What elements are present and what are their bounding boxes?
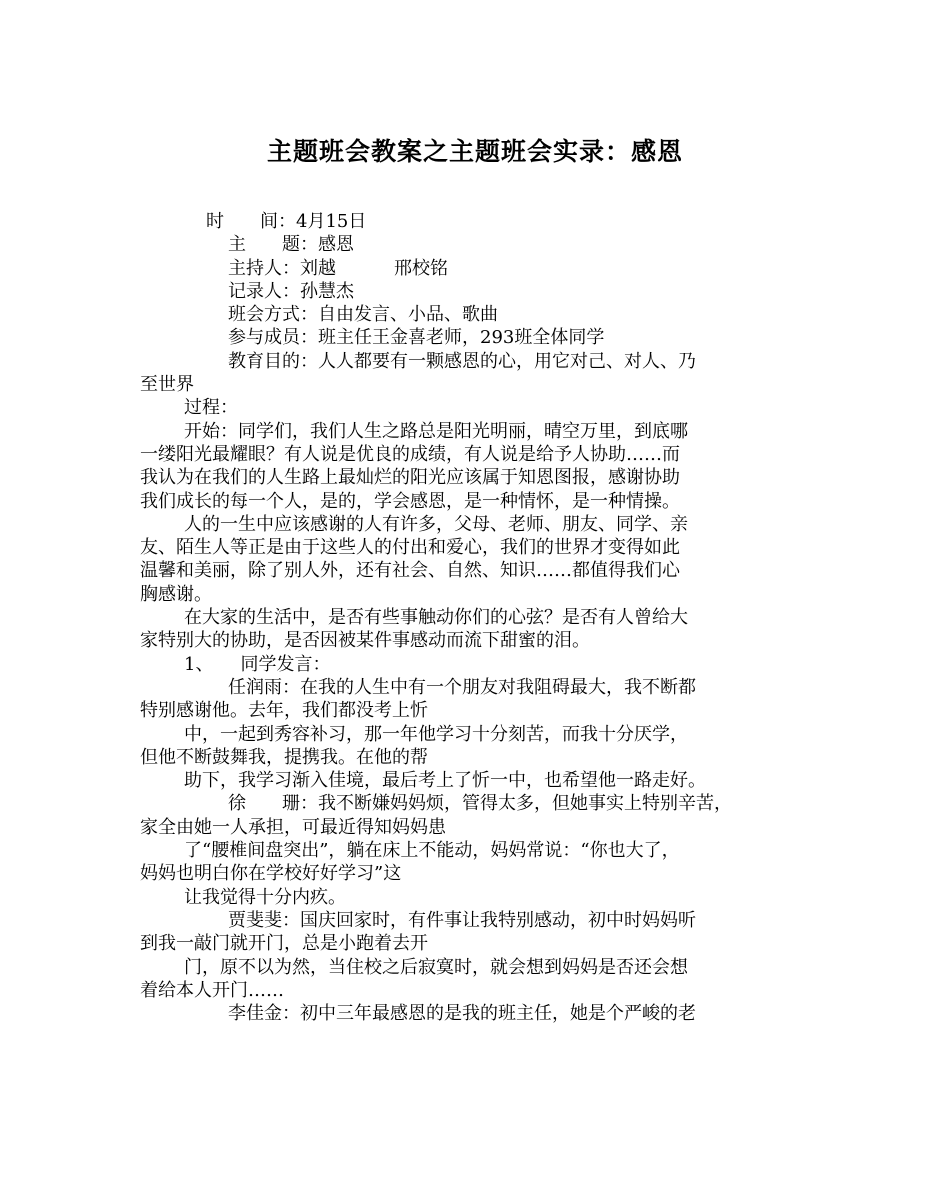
text-line: 门，原不以为然，当住校之后寂寞时，就会想到妈妈是否还会想 (184, 956, 688, 978)
text-line: 家特别大的协助，是否因被某件事感动而流下甜蜜的泪。 (140, 630, 590, 652)
text-line: 让我觉得十分内疚。 (184, 886, 346, 908)
text-line: 至世界 (140, 374, 194, 396)
text-line: 过程： (184, 397, 238, 419)
text-line: 中，一起到秀容补习，那一年他学习十分刻苦，而我十分厌学， (184, 723, 688, 745)
host-1: 主持人：刘越 (228, 257, 336, 279)
text-line: 时 间：4月15日 (206, 211, 367, 232)
text-line: 记录人：孙慧杰 (228, 280, 354, 302)
text-line: 人的一生中应该感谢的人有许多，父母、老师、朋友、同学、亲 (184, 513, 688, 535)
text-line: 了“腰椎间盘突出”，躺在床上不能动，妈妈常说：“你也大了， (184, 840, 680, 862)
text-line: 在大家的生活中，是否有些事触动你们的心弦？是否有人曾给大 (184, 607, 688, 629)
host-2: 邢校铭 (394, 257, 448, 279)
text-line (140, 257, 820, 280)
text-line: 李佳金：初中三年最感恩的是我的班主任，她是个严峻的老 (228, 1003, 696, 1025)
text-line: 我们成长的每一个人，是的，学会感恩，是一种情怀，是一种情操。 (140, 490, 680, 512)
text-line: 贾斐斐：国庆回家时，有件事让我特别感动，初中时妈妈听 (228, 909, 696, 931)
text-line: 任润雨：在我的人生中有一个朋友对我阻碍最大，我不断都 (228, 676, 696, 698)
text-line: 妈妈也明白你在学校好好学习”这 (140, 863, 402, 885)
text-line: 主 题：感恩 (228, 234, 354, 256)
text-line: 参与成员：班主任王金喜老师，293班全体同学 (228, 327, 605, 349)
text-line: 家全由她一人承担，可最近得知妈妈患 (140, 816, 446, 838)
text-line: 特别感谢他。去年，我们都没考上忻 (140, 700, 428, 722)
text-line: 1、 同学发言： (184, 653, 331, 675)
text-line: 但他不断鼓舞我，提携我。在他的帮 (140, 746, 428, 768)
text-line: 徐 珊：我不断嫌妈妈烦，管得太多，但她事实上特别辛苦， (228, 793, 732, 815)
text-line: 我认为在我们的人生路上最灿烂的阳光应该属于知恩图报，感谢协助 (140, 467, 680, 489)
document-body (140, 210, 820, 1025)
text-line: 助下，我学习渐入佳境，最后考上了忻一中，也希望他一路走好。 (184, 770, 706, 792)
text-line: 一缕阳光最耀眼？有人说是优良的成绩，有人说是给予人协助……而 (140, 443, 680, 465)
text-line: 温馨和美丽，除了别人外，还有社会、自然、知识……都值得我们心 (140, 560, 680, 582)
text-line: 胸感谢。 (140, 583, 212, 605)
document-title: 主题班会教案之主题班会实录：感恩 (266, 137, 683, 166)
text-line: 班会方式：自由发言、小品、歌曲 (228, 304, 498, 326)
text-line: 友、陌生人等正是由于这些人的付出和爱心，我们的世界才变得如此 (140, 537, 680, 559)
text-line: 教育目的：人人都要有一颗感恩的心，用它对己、对人、乃 (228, 350, 696, 372)
text-line: 着给本人开门…… (140, 979, 284, 1001)
text-line: 开始：同学们，我们人生之路总是阳光明丽，晴空万里，到底哪 (184, 420, 688, 442)
text-line: 到我一敲门就开门，总是小跑着去开 (140, 933, 428, 955)
